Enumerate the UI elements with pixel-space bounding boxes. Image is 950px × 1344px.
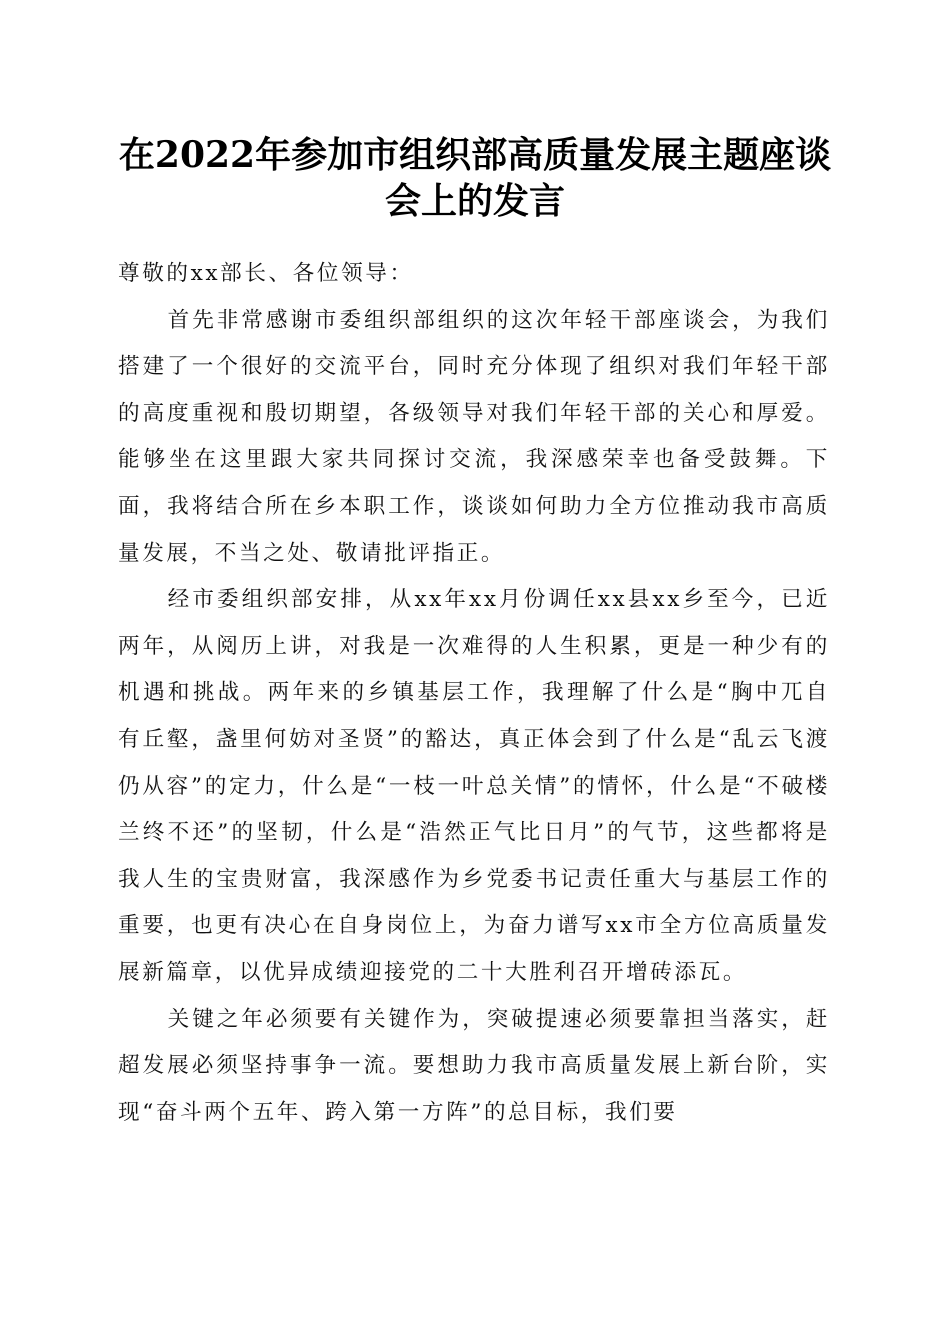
salutation: 尊敬的xx部长、各位领导： — [118, 261, 414, 286]
paragraph-experience: 经市委组织部安排，从xx年xx月份调任xx县xx乡至今，已近两年，从阅历上讲，对我是一次难得的人生积累，更是一种少有的机遇和挑战。两年来的乡镇基层工作，我理解了什么是“胸中兀自有丘壑，盏里何妨对圣贤”的豁达，真正体会到了什么是“乱云飞渡仍从容”的定力，什么是“一枝一叶总关情”的情怀，什么是“不破楼兰终不还”的坚韧，什么是“浩然正气比日月”的气节，这些都将是我人生的宝贵财富，我深感作为乡党委书记责任重大与基层工作的重要，也更有决心在自身岗位上，为奋力谱写xx市全方位高质量发展新篇章，以优异成绩迎接党的二十大胜利召开增砖添瓦。 — [118, 587, 830, 985]
paragraph-key-year: 关键之年必须要有关键作为，突破提速必须要靠担当落实，赶超发展必须坚持事争一流。要想助力我市高质量发展上新台阶，实现“奋斗两个五年、跨入第一方阵”的总目标，我们要 — [118, 1006, 830, 1125]
document-body — [118, 251, 830, 1136]
paragraph-opening: 首先非常感谢市委组织部组织的这次年轻干部座谈会，为我们搭建了一个很好的交流平台，同时充分体现了组织对我们年轻干部的高度重视和殷切期望，各级领导对我们年轻干部的关心和厚爱。能够坐在这里跟大家共同探讨交流，我深感荣幸也备受鼓舞。下面，我将结合所在乡本职工作，谈谈如何助力全方位推动我市高质量发展，不当之处、敬请批评指正。 — [118, 307, 830, 566]
document-title: 在2022年参加市组织部高质量发展主题座谈会上的发言 — [118, 134, 832, 222]
